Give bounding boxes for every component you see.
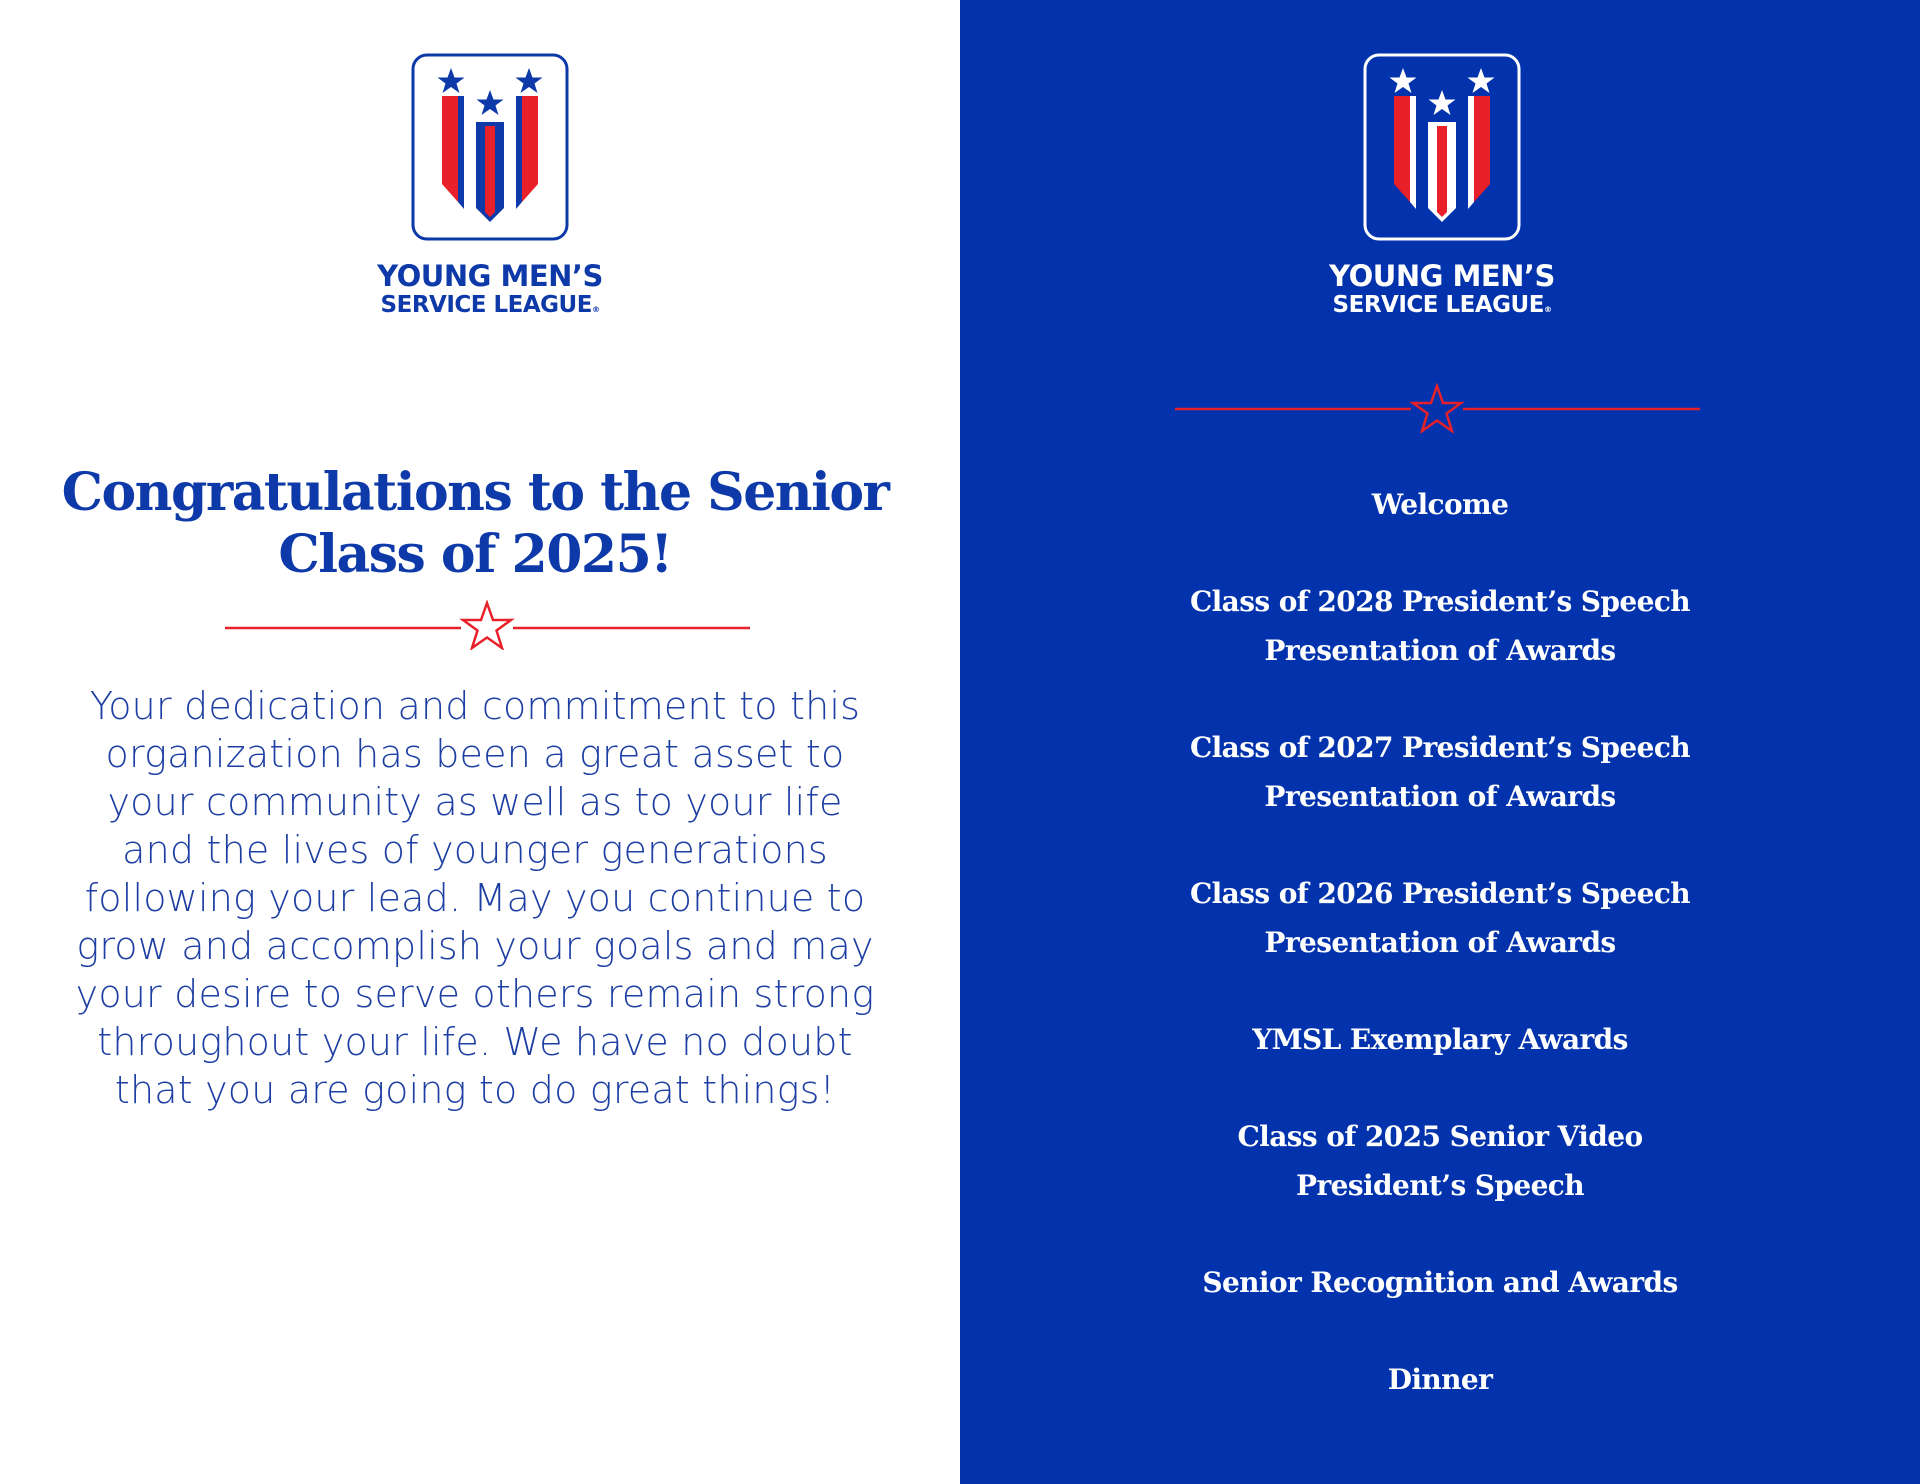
star-outline-icon [463,603,511,648]
program-item [960,1015,1920,1064]
congratulations-message: Your dedication and commitment to this organization has been a great asset to your community as well as to your life and the lives of younger generations following your lead. May you continue to grow and accomplish your goals and may your desire to serve others remain strong throughout your life. We have no doubt that you are going to do great things! [75,684,875,1112]
registered-mark: ® [591,305,600,314]
brand-name-line1: YOUNG MEN’S [377,259,603,293]
program-item [960,1258,1920,1307]
program-item-line: Presentation of Awards [1264,780,1616,813]
congratulations-heading: Congratulations to the Senior Class of 2025! [61,462,889,585]
program-item-line: Dinner [1387,1363,1493,1396]
program-item-line: Welcome [1371,488,1509,521]
program-item-line: Class of 2026 President’s Speech [1189,877,1691,910]
program-item-line: Class of 2025 Senior Video [1237,1120,1643,1153]
program-item-line: President’s Speech [1296,1169,1584,1202]
registered-mark: ® [1543,305,1552,314]
program-item [960,480,1920,529]
program-item [960,577,1920,675]
program-item-line: Presentation of Awards [1264,926,1616,959]
program-item [960,723,1920,821]
brand-wordmark [1292,259,1592,318]
brand-name-line2: SERVICE LEAGUE® [1332,292,1552,318]
program-item [960,1112,1920,1210]
program-item-line: Presentation of Awards [1264,634,1616,667]
brand-wordmark [340,259,640,318]
left-star-divider [225,600,750,650]
right-panel [960,0,1920,1484]
program-item-line: Class of 2027 President’s Speech [1189,731,1691,764]
brand-name-line1: YOUNG MEN’S [1329,259,1555,293]
program-item-line: Senior Recognition and Awards [1202,1266,1678,1299]
program-item-line: YMSL Exemplary Awards [1252,1023,1628,1056]
ymsl-logo-icon [410,52,570,242]
right-star-divider [1175,383,1700,433]
program-item-line: Class of 2028 President’s Speech [1189,585,1691,618]
ymsl-logo-icon [1362,52,1522,242]
program-item [960,869,1920,967]
program-item [960,1355,1920,1404]
program-list [960,480,1920,1404]
star-outline-icon [1413,386,1461,431]
brand-name-line2: SERVICE LEAGUE® [380,292,600,318]
